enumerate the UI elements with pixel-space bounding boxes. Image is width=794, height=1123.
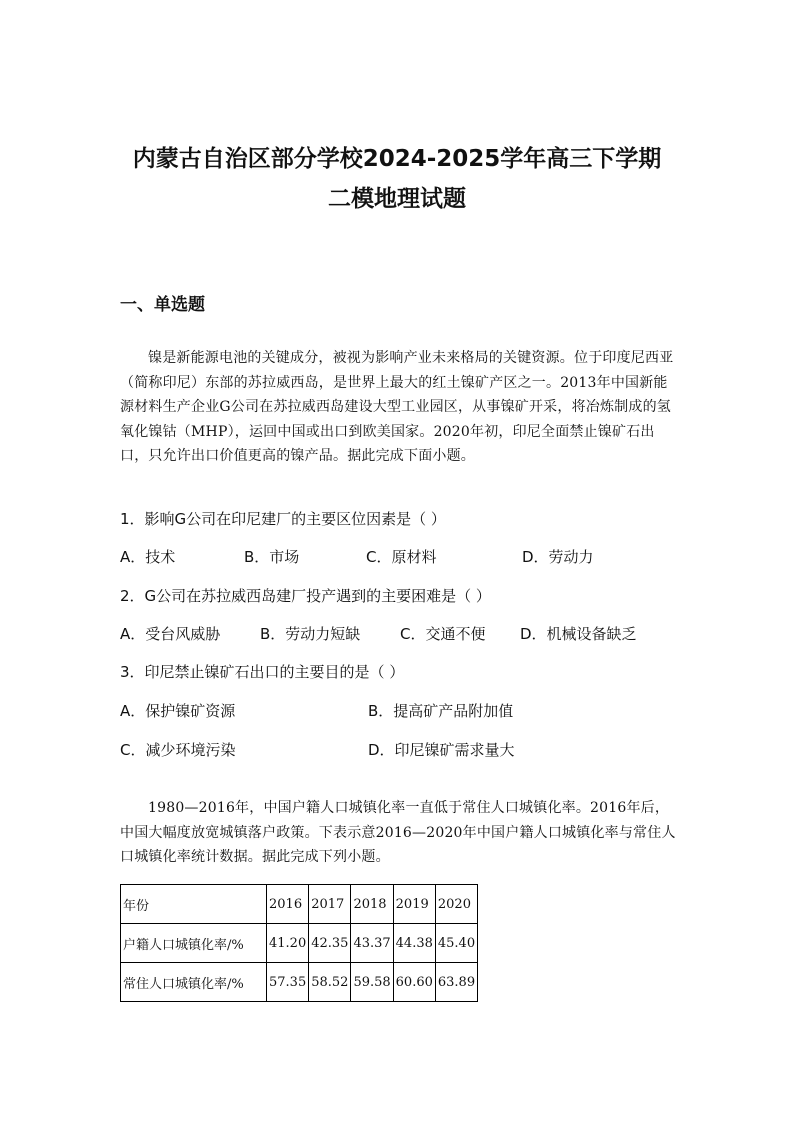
question-2-option-a: A．受台风威胁	[120, 625, 221, 643]
document-title-line2: 二模地理试题	[328, 186, 466, 212]
table-row	[121, 963, 478, 1002]
table-row-label: 常住人口城镇化率/%	[121, 963, 267, 1002]
table-cell: 42.35	[309, 924, 351, 963]
question-1-option-d: D．劳动力	[522, 548, 594, 566]
table-header-cell: 年份	[121, 885, 267, 924]
table-header-cell: 2020	[435, 885, 477, 924]
table-header-cell: 2019	[393, 885, 435, 924]
table-cell: 43.37	[351, 924, 393, 963]
question-2-stem: 2．G公司在苏拉威西岛建厂投产遇到的主要困难是（ ）	[120, 587, 491, 605]
question-1-option-b: B．市场	[244, 548, 300, 566]
question-2-option-c: C．交通不便	[400, 625, 486, 643]
question-3-option-d: D．印尼镍矿需求量大	[368, 741, 515, 759]
table-cell: 44.38	[393, 924, 435, 963]
section-heading: 一、单选题	[120, 295, 205, 315]
question-3-option-b: B．提高矿产品附加值	[368, 702, 514, 720]
question-3-option-a: A．保护镍矿资源	[120, 702, 236, 720]
urbanization-table	[120, 884, 478, 1002]
passage-urbanization: 1980—2016年，中国户籍人口城镇化率一直低于常住人口城镇化率。2016年后，中国大幅度放宽城镇落户政策。下表示意2016—2020年中国户籍人口城镇化率与常住人口城镇化率统计数据。据此完成下列小题。	[120, 800, 676, 865]
table-header-row	[121, 885, 478, 924]
question-2-option-b: B．劳动力短缺	[260, 625, 361, 643]
question-3-stem: 3．印尼禁止镍矿石出口的主要目的是（ ）	[120, 663, 405, 681]
question-1-option-a: A．技术	[120, 548, 176, 566]
table-header-cell: 2016	[267, 885, 309, 924]
table-cell: 59.58	[351, 963, 393, 1002]
passage-nickel: 镍是新能源电池的关键成分，被视为影响产业未来格局的关键资源。位于印度尼西亚（简称印尼）东部的苏拉威西岛，是世界上最大的红土镍矿产区之一。2013年中国新能源材料生产企业G公司在苏拉威西岛建设大型工业园区，从事镍矿开采，将冶炼制成的氢氧化镍钴（MHP），运回中国或出口到欧美国家。2020年初，印尼全面禁止镍矿石出口，只允许出口价值更高的镍产品。据此完成下面小题。	[120, 350, 674, 464]
table-cell: 41.20	[267, 924, 309, 963]
question-1-stem: 1．影响G公司在印尼建厂的主要区位因素是（ ）	[120, 510, 446, 528]
table-cell: 60.60	[393, 963, 435, 1002]
question-3-option-c: C．减少环境污染	[120, 741, 236, 759]
table-row-label: 户籍人口城镇化率/%	[121, 924, 267, 963]
question-2-option-d: D．机械设备缺乏	[520, 625, 637, 643]
table-cell: 58.52	[309, 963, 351, 1002]
table-cell: 63.89	[435, 963, 477, 1002]
table-header-cell: 2018	[351, 885, 393, 924]
table-row	[121, 924, 478, 963]
question-1-option-c: C．原材料	[366, 548, 437, 566]
table-header-cell: 2017	[309, 885, 351, 924]
table-cell: 45.40	[435, 924, 477, 963]
table-cell: 57.35	[267, 963, 309, 1002]
document-title-line1: 内蒙古自治区部分学校2024-2025学年高三下学期	[132, 146, 662, 172]
